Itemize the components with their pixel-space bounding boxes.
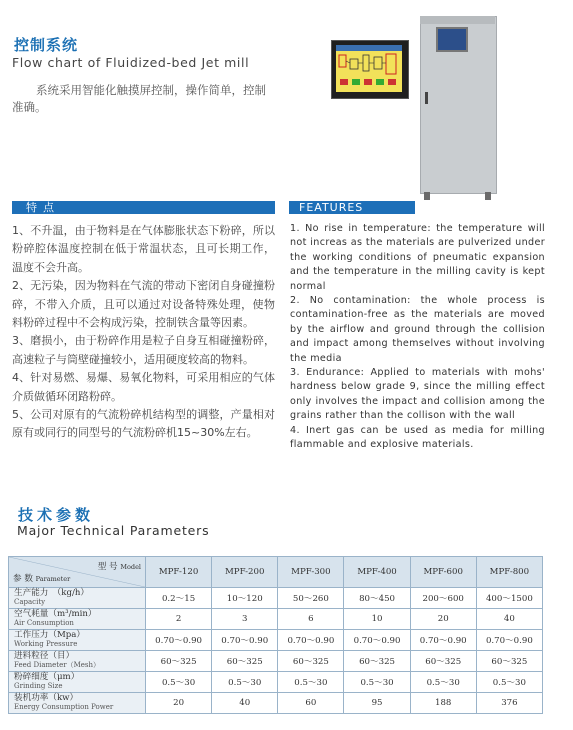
- table-cell: 60～325: [212, 651, 278, 672]
- table-cell: 0.5～30: [344, 672, 410, 693]
- table-cell: 60: [278, 693, 344, 714]
- cabinet-leg: [485, 192, 491, 200]
- table-cell: 0.5～30: [146, 672, 212, 693]
- cabinet-handle-icon: [425, 92, 428, 104]
- row-label: 进料粒径（目） Feed Diameter（Mesh）: [9, 651, 146, 672]
- row-label: 空气耗量（m³/min） Air Consumption: [9, 609, 146, 630]
- table-cell: 0.70～0.90: [212, 630, 278, 651]
- table-cell: 10: [344, 609, 410, 630]
- table-cell: 0.2～15: [146, 588, 212, 609]
- table-cell: 2: [146, 609, 212, 630]
- features-bar-en: FEATURES: [289, 201, 415, 214]
- params-table: [8, 556, 543, 714]
- feature-cn-item: 4、针对易燃、易爆、易氧化物料，可采用相应的气体介质做循环闭路粉碎。: [12, 371, 275, 403]
- model-header: MPF-300: [278, 557, 344, 588]
- table-cell: 60～325: [278, 651, 344, 672]
- table-cell: 0.5～30: [410, 672, 476, 693]
- feature-cn-item: 2、无污染，因为物料在气流的带动下密闭自身碰撞粉碎，不带入介质，且可以通过对设备特殊处理，使物料粉碎过程中不会构成污染，控制铁含量等因素。: [12, 279, 275, 330]
- table-cell: 40: [212, 693, 278, 714]
- model-header: MPF-120: [146, 557, 212, 588]
- flow-chart-subtitle: Flow chart of Fluidized-bed Jet mill: [12, 55, 250, 70]
- table-cell: 3: [212, 609, 278, 630]
- feature-cn-item: 3、磨损小，由于粉碎作用是粒子自身互相碰撞粉碎，高速粒子与筒壁碰撞较小，适用硬度较高的物料。: [12, 334, 275, 366]
- table-cell: 10～120: [212, 588, 278, 609]
- table-cell: 0.5～30: [212, 672, 278, 693]
- table-cell: 60～325: [146, 651, 212, 672]
- cabinet-top: [420, 16, 495, 24]
- model-header: MPF-600: [410, 557, 476, 588]
- table-cell: 0.5～30: [476, 672, 542, 693]
- feature-en-item: 3. Endurance: Applied to materials with mohs' hardness below grade 9, since the milling effect only involves the impact and collision among the grains rather than the collison with the wall: [290, 367, 545, 422]
- table-header-row: [9, 557, 543, 588]
- flow-diagram-icon: [336, 45, 402, 92]
- feature-en-item: 1. No rise in temperature: the temperature will not increas as the materials are pulverized under the working conditions of pneumatic expansion and the temperature in the milling cavity is kept normal: [290, 223, 545, 292]
- cabinet-display-icon: [436, 27, 468, 52]
- table-row: [9, 630, 543, 651]
- table-cell: 0.70～0.90: [344, 630, 410, 651]
- table-row: [9, 609, 543, 630]
- table-cell: 0.70～0.90: [476, 630, 542, 651]
- table-cell: 60～325: [344, 651, 410, 672]
- row-label: 装机功率（kw） Energy Consumption Power: [9, 693, 146, 714]
- touch-screen-panel-image: [331, 40, 409, 99]
- table-cell: 6: [278, 609, 344, 630]
- table-cell: 60～325: [410, 651, 476, 672]
- table-cell: 20: [410, 609, 476, 630]
- header-diagonal-cell: [9, 557, 146, 588]
- feature-en-item: 2. No contamination: the whole process is contamination-free as the materials are moved by the airflow and ground through the collision and impact among themselves without involving the media: [290, 295, 545, 364]
- table-row: [9, 651, 543, 672]
- row-label: 粉碎细度（μm） Grinding Size: [9, 672, 146, 693]
- features-en: [290, 222, 545, 453]
- param-label-cn: 参 数: [13, 574, 33, 584]
- param-label-en: Parameter: [35, 575, 71, 583]
- feature-cn-item: 1、不升温，由于物料是在气体膨胀状态下粉碎，所以粉碎腔体温度控制在低于常温状态，且可长期工作，温度不会升高。: [12, 224, 275, 274]
- model-label-cn: 型 号: [97, 562, 118, 572]
- table-cell: 0.5～30: [278, 672, 344, 693]
- table-cell: 400～1500: [476, 588, 542, 609]
- table-row: [9, 588, 543, 609]
- feature-cn-item: 5、公司对原有的气流粉碎机结构型的调整，产量相对原有或同行的同型号的气流粉碎机15~30%左右。: [12, 408, 275, 440]
- table-cell: 40: [476, 609, 542, 630]
- row-label: 工作压力（Mpa） Working Pressure: [9, 630, 146, 651]
- model-header: MPF-400: [344, 557, 410, 588]
- table-cell: 20: [146, 693, 212, 714]
- table-cell: 95: [344, 693, 410, 714]
- table-row: [9, 672, 543, 693]
- features-bar-cn: 特点: [12, 201, 275, 214]
- model-header: MPF-200: [212, 557, 278, 588]
- control-intro-text: 系统采用智能化触摸屏控制，操作简单，控制准确。: [12, 83, 266, 114]
- table-cell: 60～325: [476, 651, 542, 672]
- params-subtitle: Major Technical Parameters: [17, 523, 210, 538]
- model-header: MPF-800: [476, 557, 542, 588]
- features-cn: [12, 222, 275, 443]
- table-cell: 200～600: [410, 588, 476, 609]
- cabinet-leg: [424, 192, 430, 200]
- table-row: [9, 693, 543, 714]
- table-cell: 0.70～0.90: [146, 630, 212, 651]
- table-cell: 0.70～0.90: [410, 630, 476, 651]
- feature-en-item: 4. Inert gas can be used as media for milling flammable and explosive materials.: [290, 424, 545, 451]
- table-cell: 50～260: [278, 588, 344, 609]
- params-title: 技术参数: [18, 506, 95, 524]
- table-cell: 188: [410, 693, 476, 714]
- control-system-title: 控制系统: [14, 36, 79, 54]
- table-cell: 376: [476, 693, 542, 714]
- row-label: 生产能力 （kg/h） Capacity: [9, 588, 146, 609]
- table-cell: 80～450: [344, 588, 410, 609]
- table-cell: 0.70～0.90: [278, 630, 344, 651]
- model-label-en: Model: [120, 563, 141, 571]
